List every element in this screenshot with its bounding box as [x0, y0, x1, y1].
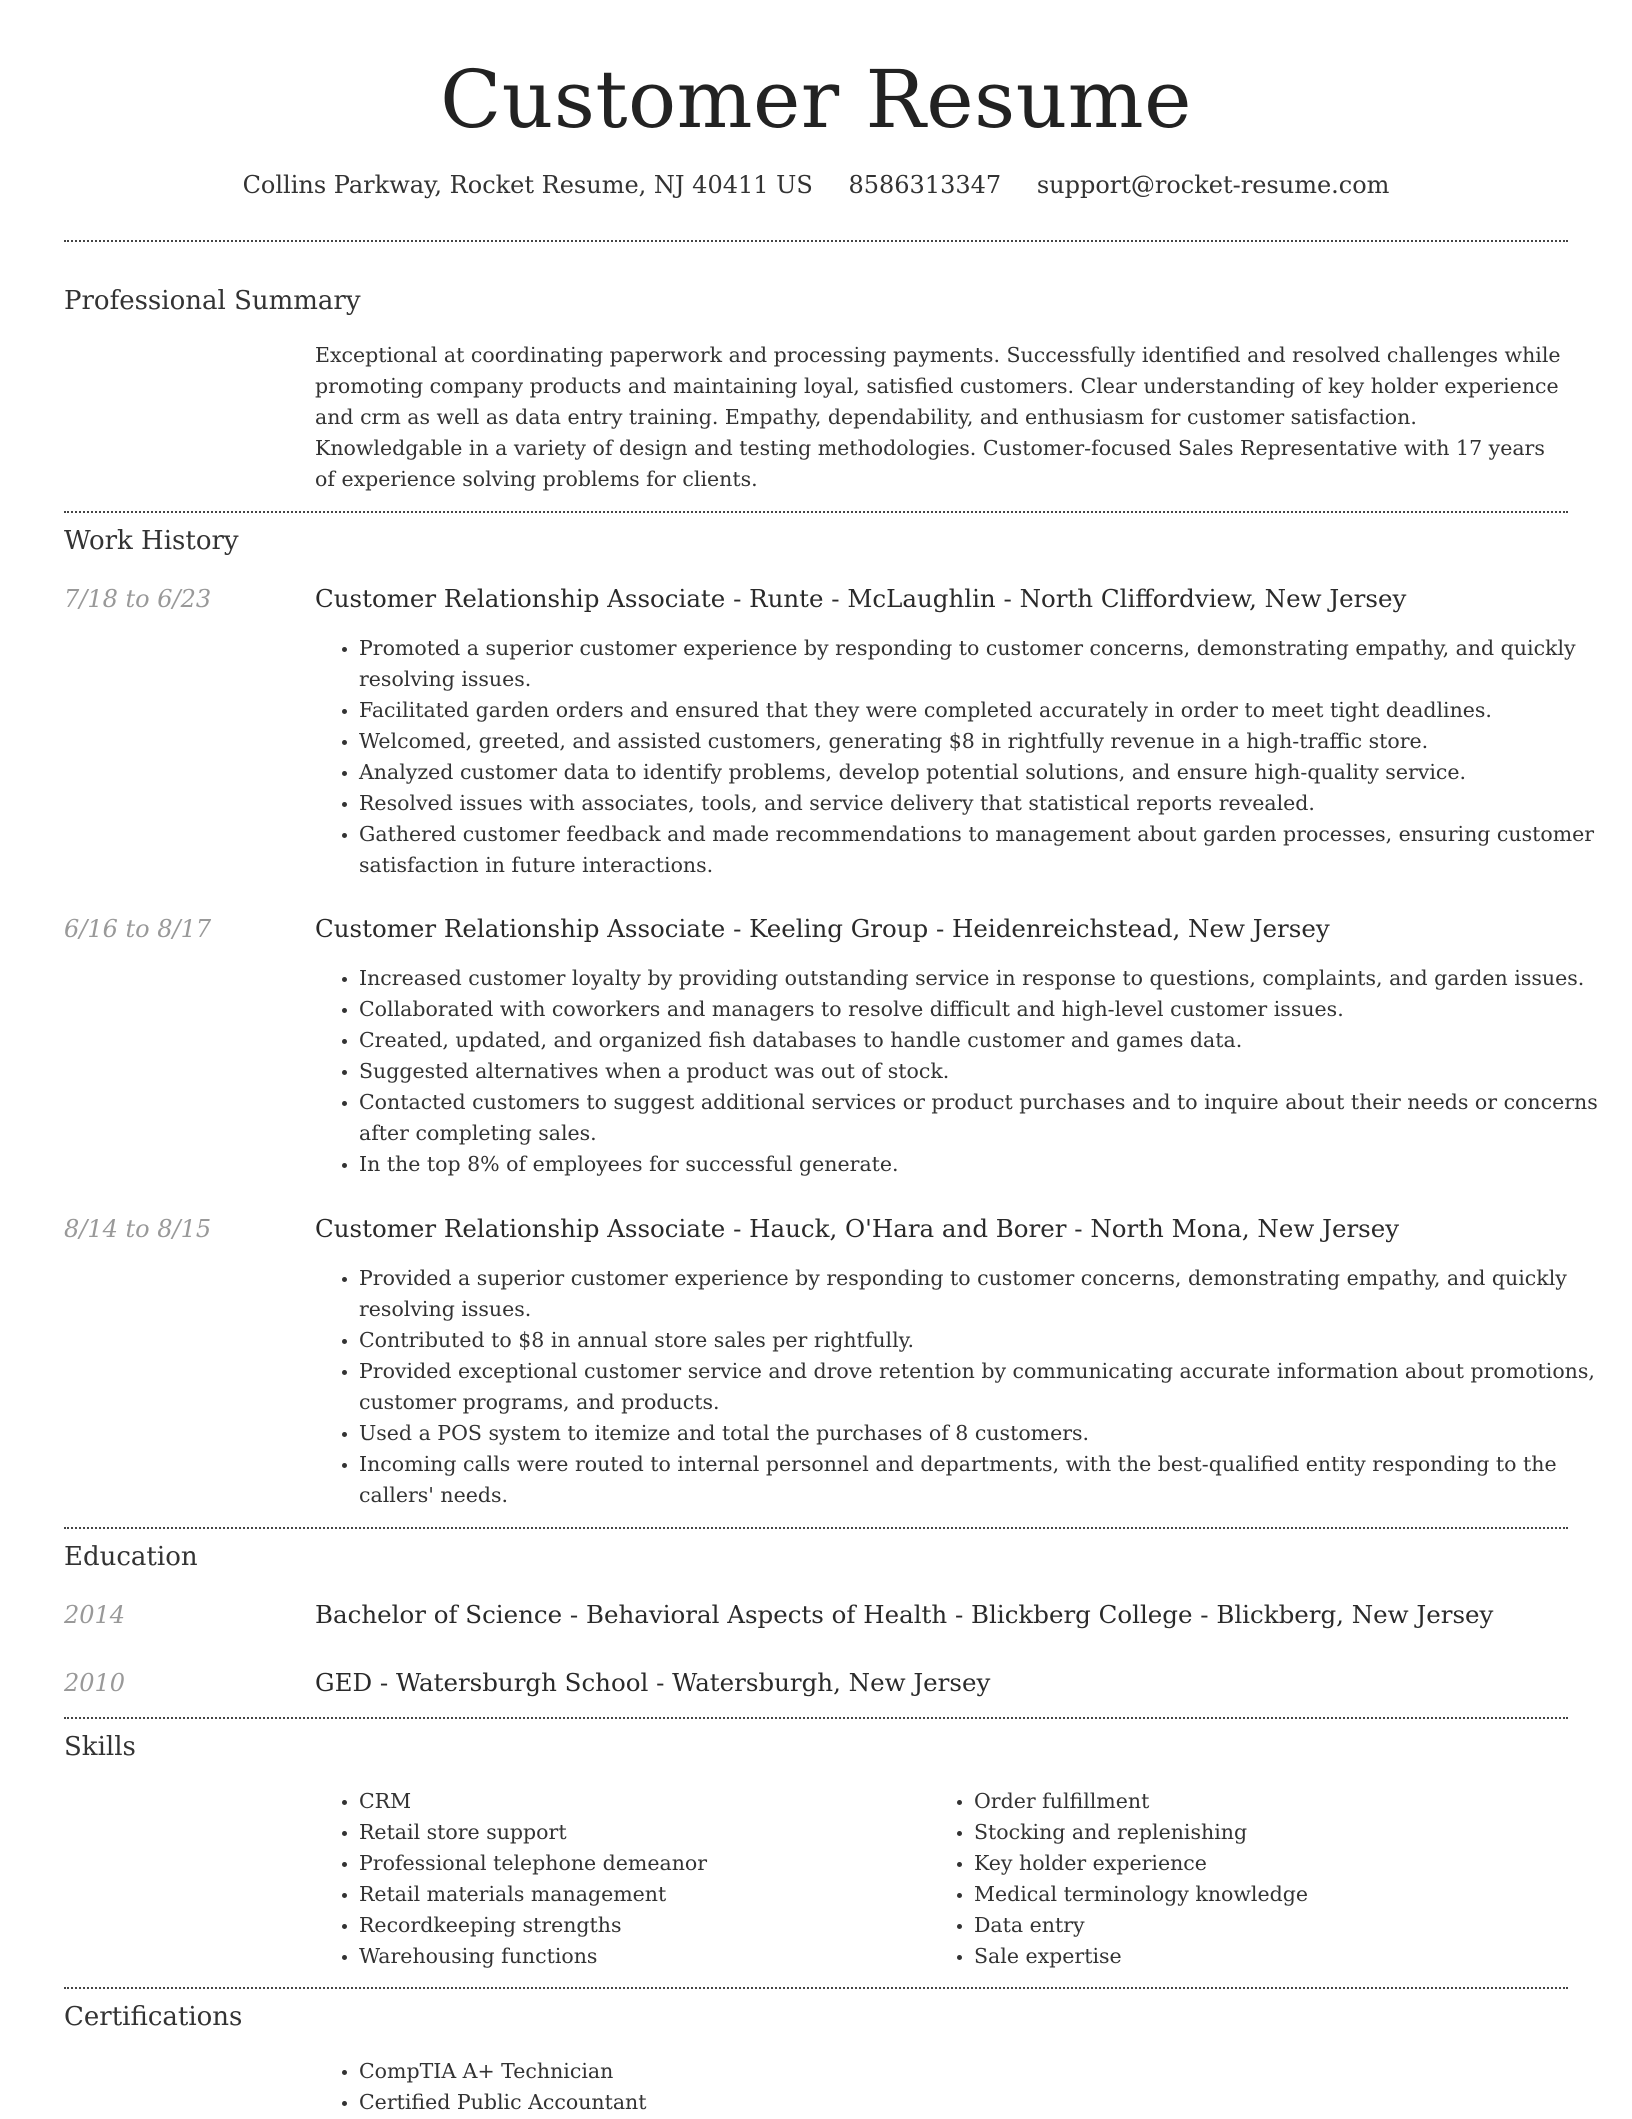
education-degree: GED - Watersburgh School - Watersburgh, New Jersey	[315, 1668, 991, 1697]
job-bullet: • Gathered customer feedback and made recommendations to management about garden processes, ensuring customer satisfaction in future interactions.	[359, 819, 1612, 881]
contact-phone: 8586313347	[848, 171, 1002, 199]
education-year: 2014	[64, 1601, 126, 1629]
contact-address: Collins Parkway, Rocket Resume, NJ 40411 US	[242, 171, 813, 199]
job-bullet: • Provided exceptional customer service and drove retention by communicating accurate information about promotions, customer programs, and products.	[359, 1356, 1612, 1418]
job-bullet: • Used a POS system to itemize and total the purchases of 8 customers.	[359, 1418, 1612, 1449]
skills-heading: Skills	[64, 1732, 136, 1762]
job-bullet: • Collaborated with coworkers and managers to resolve difficult and high-level customer issues.	[359, 994, 1612, 1025]
job-bullet: • Increased customer loyalty by providing outstanding service in response to questions, complaints, and garden issues.	[359, 963, 1612, 994]
job-bullet: • Incoming calls were routed to internal personnel and departments, with the best-qualified entity responding to the callers' needs.	[359, 1449, 1612, 1511]
skill-item: • Recordkeeping strengths	[359, 1910, 929, 1941]
job-title: Customer Relationship Associate - Keeling Group - Heidenreichstead, New Jersey	[315, 914, 1330, 943]
job-bullet: • Promoted a superior customer experience by responding to customer concerns, demonstrating empathy, and quickly resolving issues.	[359, 633, 1612, 695]
job-title: Customer Relationship Associate - Hauck, O'Hara and Borer - North Mona, New Jersey	[315, 1214, 1400, 1243]
job-bullets	[315, 633, 1612, 881]
job-dates: 8/14 to 8/15	[64, 1215, 212, 1243]
job-bullet: • Provided a superior customer experience by responding to customer concerns, demonstrating empathy, and quickly resolving issues.	[359, 1263, 1612, 1325]
section-divider	[64, 1717, 1568, 1719]
certifications-list	[315, 2056, 1612, 2118]
skill-item: • Retail store support	[359, 1817, 929, 1848]
job-bullet: • Created, updated, and organized fish databases to handle customer and games data.	[359, 1025, 1612, 1056]
education-degree: Bachelor of Science - Behavioral Aspects of Health - Blickberg College - Blickberg, New Jersey	[315, 1600, 1494, 1629]
education-heading: Education	[64, 1542, 198, 1572]
skill-item: • Professional telephone demeanor	[359, 1848, 929, 1879]
skill-item: • Stocking and replenishing	[974, 1817, 1544, 1848]
job-bullet: • In the top 8% of employees for successful generate.	[359, 1149, 1612, 1180]
contact-line	[0, 168, 1632, 202]
skill-item: • Data entry	[974, 1910, 1544, 1941]
education-year: 2010	[64, 1669, 126, 1697]
skill-item: • Sale expertise	[974, 1941, 1544, 1972]
job-bullet: • Analyzed customer data to identify problems, develop potential solutions, and ensure high-quality service.	[359, 757, 1612, 788]
summary-text: Exceptional at coordinating paperwork and processing payments. Successfully identified and resolved challenges while promoting company products and maintaining loyal, satisfied customers. Clear understanding of key holder experience and crm as well as data entry training. Empathy, dependability, and enthusiasm for customer satisfaction. Knowledgable in a variety of design and testing methodologies. Customer-focused Sales Representative with 17 years of experience solving problems for clients.	[315, 343, 1561, 491]
job-title: Customer Relationship Associate - Runte - McLaughlin - North Cliffordview, New Jersey	[315, 584, 1407, 613]
certification-item: • CompTIA A+ Technician	[359, 2056, 1612, 2087]
section-divider	[64, 1527, 1568, 1529]
contact-email: support@rocket-resume.com	[1036, 171, 1390, 199]
skill-item: • Warehousing functions	[359, 1941, 929, 1972]
job-dates: 7/18 to 6/23	[64, 585, 212, 613]
job-bullet: • Contributed to $8 in annual store sales per rightfully.	[359, 1325, 1612, 1356]
skill-item: • Retail materials management	[359, 1879, 929, 1910]
job-bullet: • Contacted customers to suggest additional services or product purchases and to inquire about their needs or concerns after completing sales.	[359, 1087, 1612, 1149]
work-history-heading: Work History	[64, 526, 239, 556]
skill-item: • Medical terminology knowledge	[974, 1879, 1544, 1910]
job-bullets	[315, 1263, 1612, 1511]
section-divider	[64, 511, 1568, 513]
skills-list-right	[930, 1786, 1544, 1972]
skill-item: • Order fulfillment	[974, 1786, 1544, 1817]
job-bullet: • Suggested alternatives when a product was out of stock.	[359, 1056, 1612, 1087]
job-bullets	[315, 963, 1612, 1180]
job-dates: 6/16 to 8/17	[64, 915, 212, 943]
skills-list-left	[315, 1786, 929, 1972]
skill-item: • CRM	[359, 1786, 929, 1817]
resume-name: Customer Resume	[440, 53, 1192, 146]
summary-heading: Professional Summary	[64, 286, 361, 316]
certifications-heading: Certifications	[64, 2002, 243, 2032]
job-bullet: • Welcomed, greeted, and assisted customers, generating $8 in rightfully revenue in a high-traffic store.	[359, 726, 1612, 757]
certification-item: • Certified Public Accountant	[359, 2087, 1612, 2118]
section-divider	[64, 1987, 1568, 1989]
job-bullet: • Facilitated garden orders and ensured that they were completed accurately in order to meet tight deadlines.	[359, 695, 1612, 726]
section-divider	[64, 240, 1568, 242]
skill-item: • Key holder experience	[974, 1848, 1544, 1879]
job-bullet: • Resolved issues with associates, tools, and service delivery that statistical reports revealed.	[359, 788, 1612, 819]
